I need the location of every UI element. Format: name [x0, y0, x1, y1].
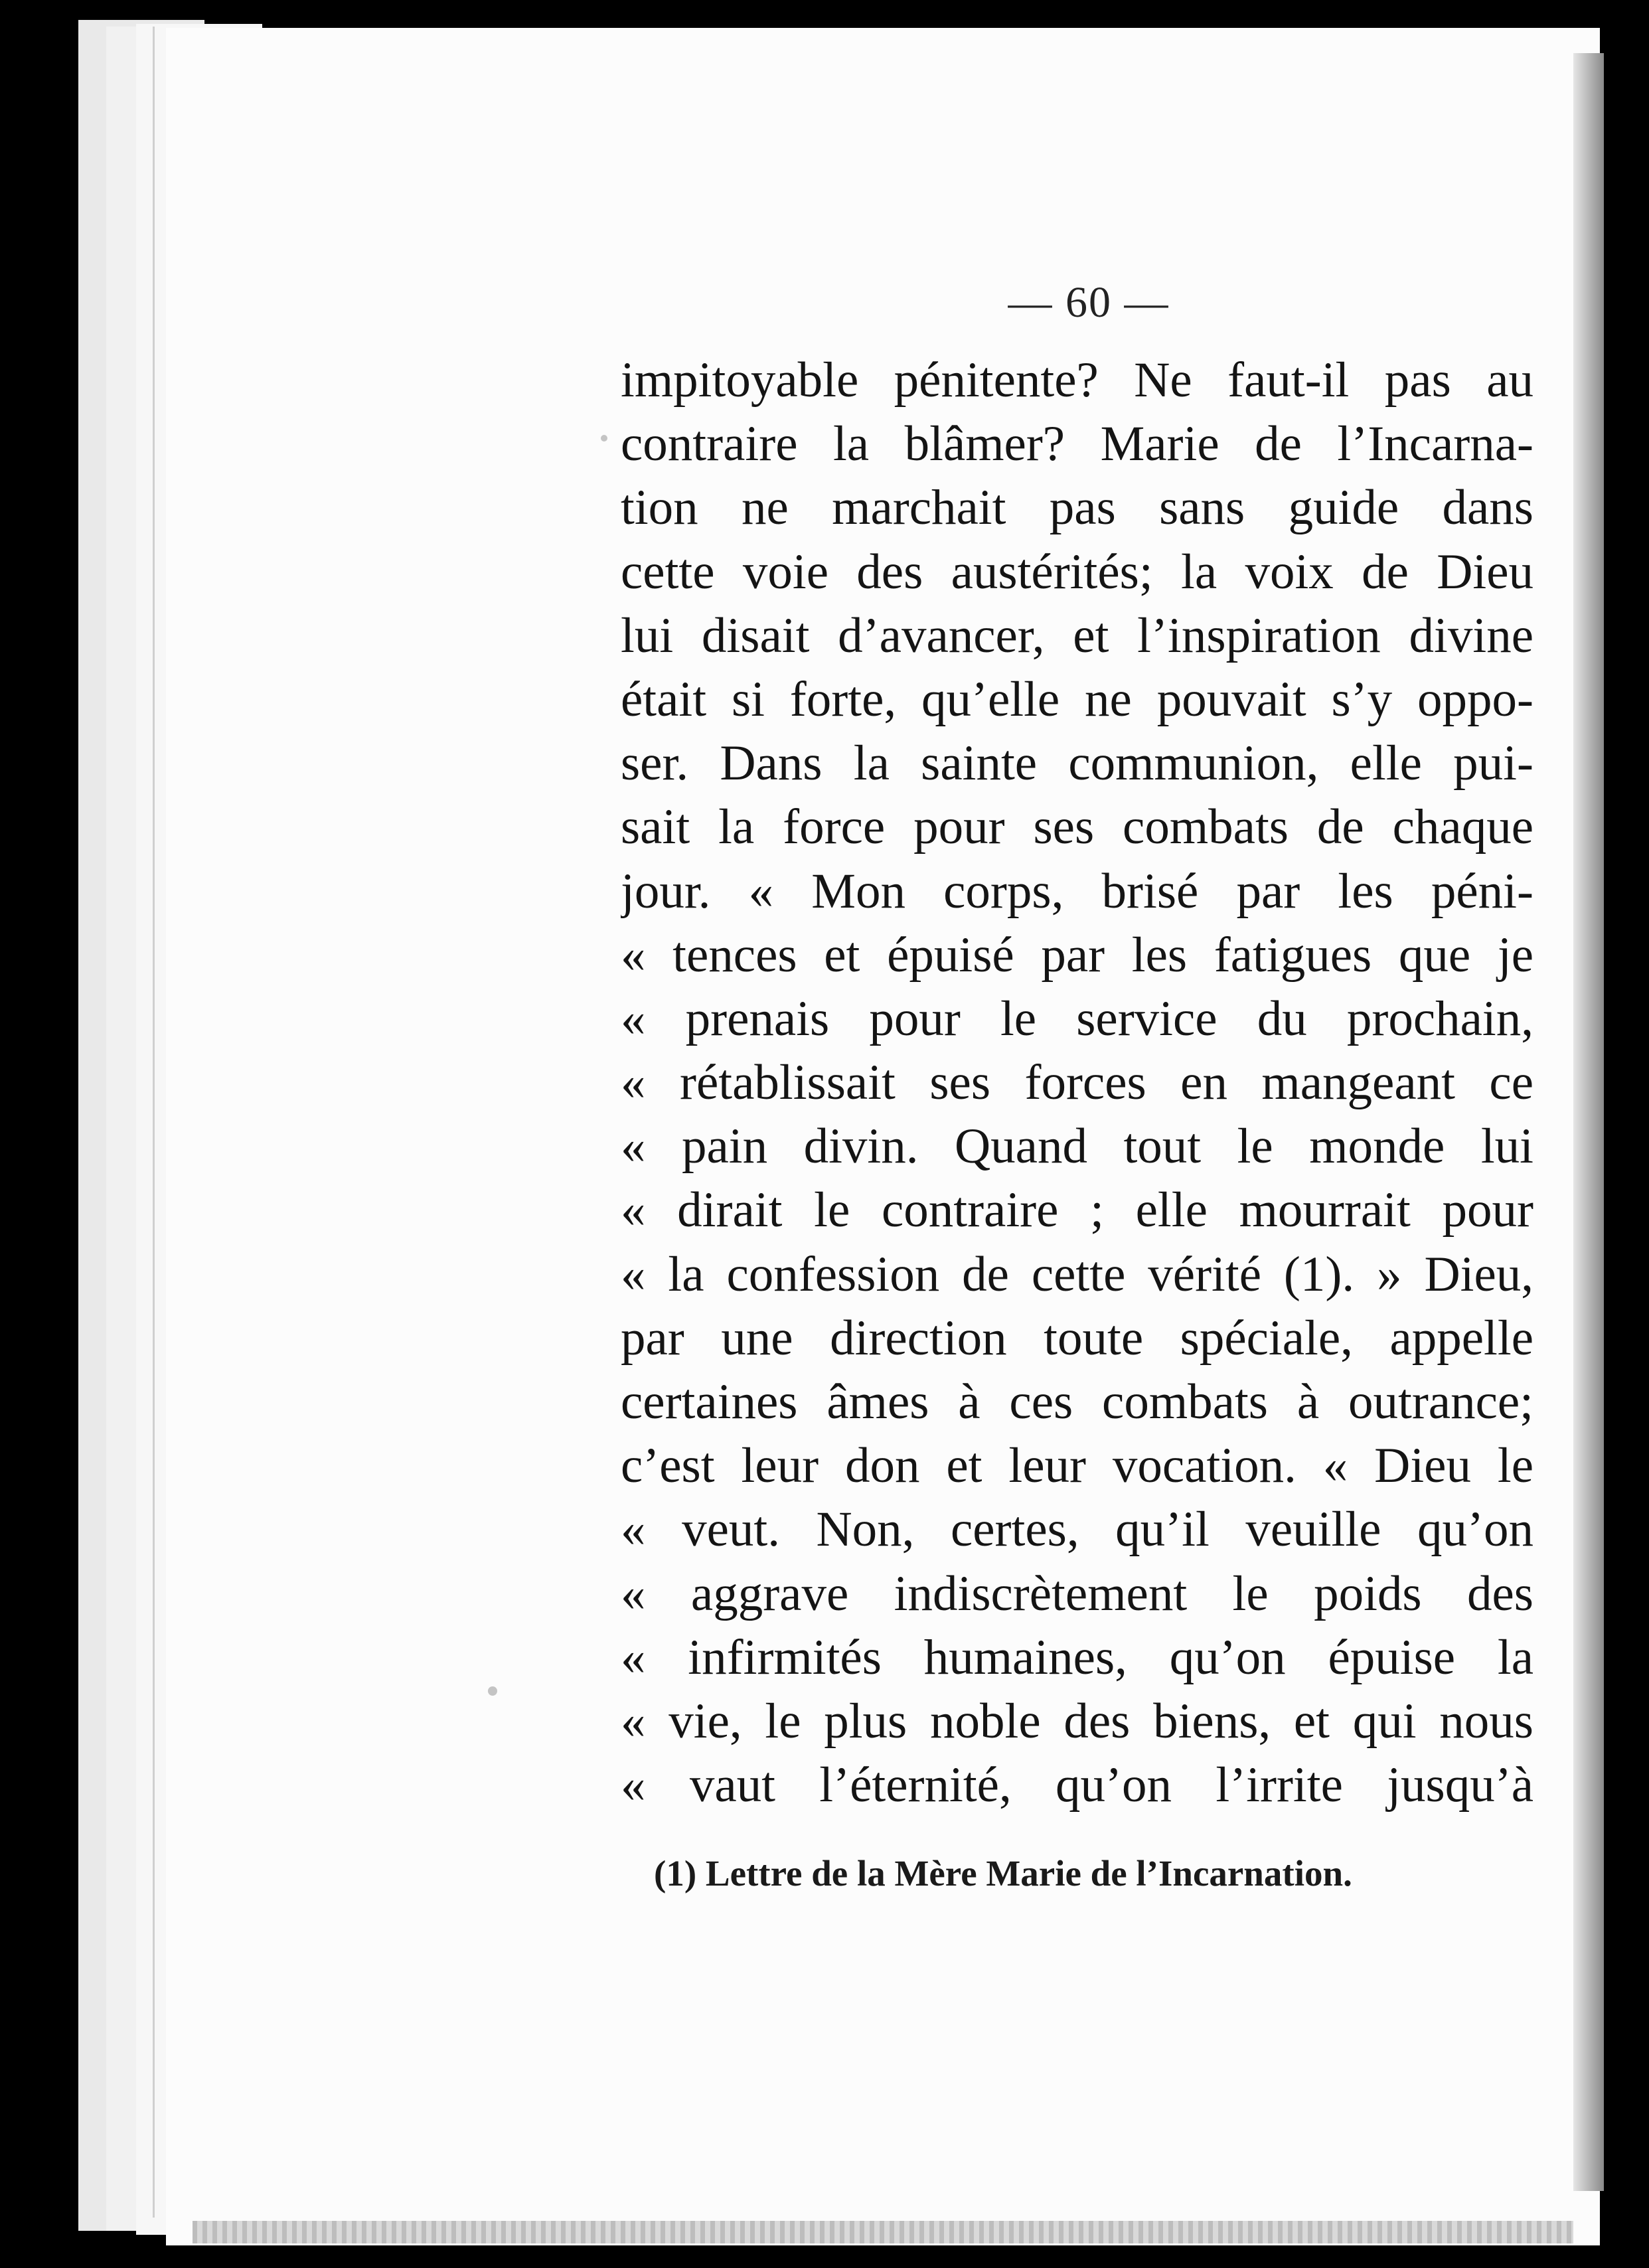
text-line: cette voie des austérités; la voix de Dieu [621, 544, 1533, 600]
text-line: jour. « Mon corps, brisé par les péni- [621, 863, 1533, 919]
text-line: par une direction toute spéciale, appelle [621, 1310, 1533, 1366]
text-line: était si forte, qu’elle ne pouvait s’y oppo- [621, 671, 1533, 727]
text-line: sait la force pour ses combats de chaque [621, 799, 1533, 855]
text-line: « prenais pour le service du prochain, [621, 991, 1533, 1046]
text-line: « veut. Non, certes, qu’il veuille qu’on [621, 1502, 1533, 1558]
paper-speck [488, 1686, 497, 1696]
page-bottom-edge [193, 2221, 1573, 2243]
footnote: (1) Lettre de la Mère Marie de l’Incarnation. [654, 1853, 1352, 1894]
body-text [621, 349, 1533, 1817]
text-line: contraire la blâmer? Marie de l’Incarna- [621, 416, 1533, 472]
text-line: lui disait d’avancer, et l’inspiration divine [621, 608, 1533, 663]
text-line: « dirait le contraire ; elle mourrait pour [621, 1182, 1533, 1238]
text-line: certaines âmes à ces combats à outrance; [621, 1374, 1533, 1429]
text-line: c’est leur don et leur vocation. « Dieu le [621, 1438, 1533, 1494]
text-line: impitoyable pénitente? Ne faut-il pas au [621, 353, 1533, 408]
text-line: « vaut l’éternité, qu’on l’irrite jusqu’à [621, 1757, 1533, 1813]
text-line: « vie, le plus noble des biens, et qui nous [621, 1693, 1533, 1749]
edge-line [153, 27, 155, 2218]
text-line: « pain divin. Quand tout le monde lui [621, 1119, 1533, 1174]
text-line: ser. Dans la sainte communion, elle pui- [621, 736, 1533, 791]
text-line: « tences et épuisé par les fatigues que je [621, 927, 1533, 983]
text-line: « la confession de cette vérité (1). » Dieu, [621, 1246, 1533, 1302]
running-head: — 60 — [1008, 278, 1170, 327]
paper-speck [601, 435, 607, 442]
text-line: « aggrave indiscrètement le poids des [621, 1566, 1533, 1621]
text-line: « rétablissait ses forces en mangeant ce [621, 1055, 1533, 1111]
text-line: « infirmités humaines, qu’on épuise la [621, 1629, 1533, 1685]
text-line: tion ne marchait pas sans guide dans [621, 480, 1533, 536]
page-shadow [1573, 53, 1604, 2191]
